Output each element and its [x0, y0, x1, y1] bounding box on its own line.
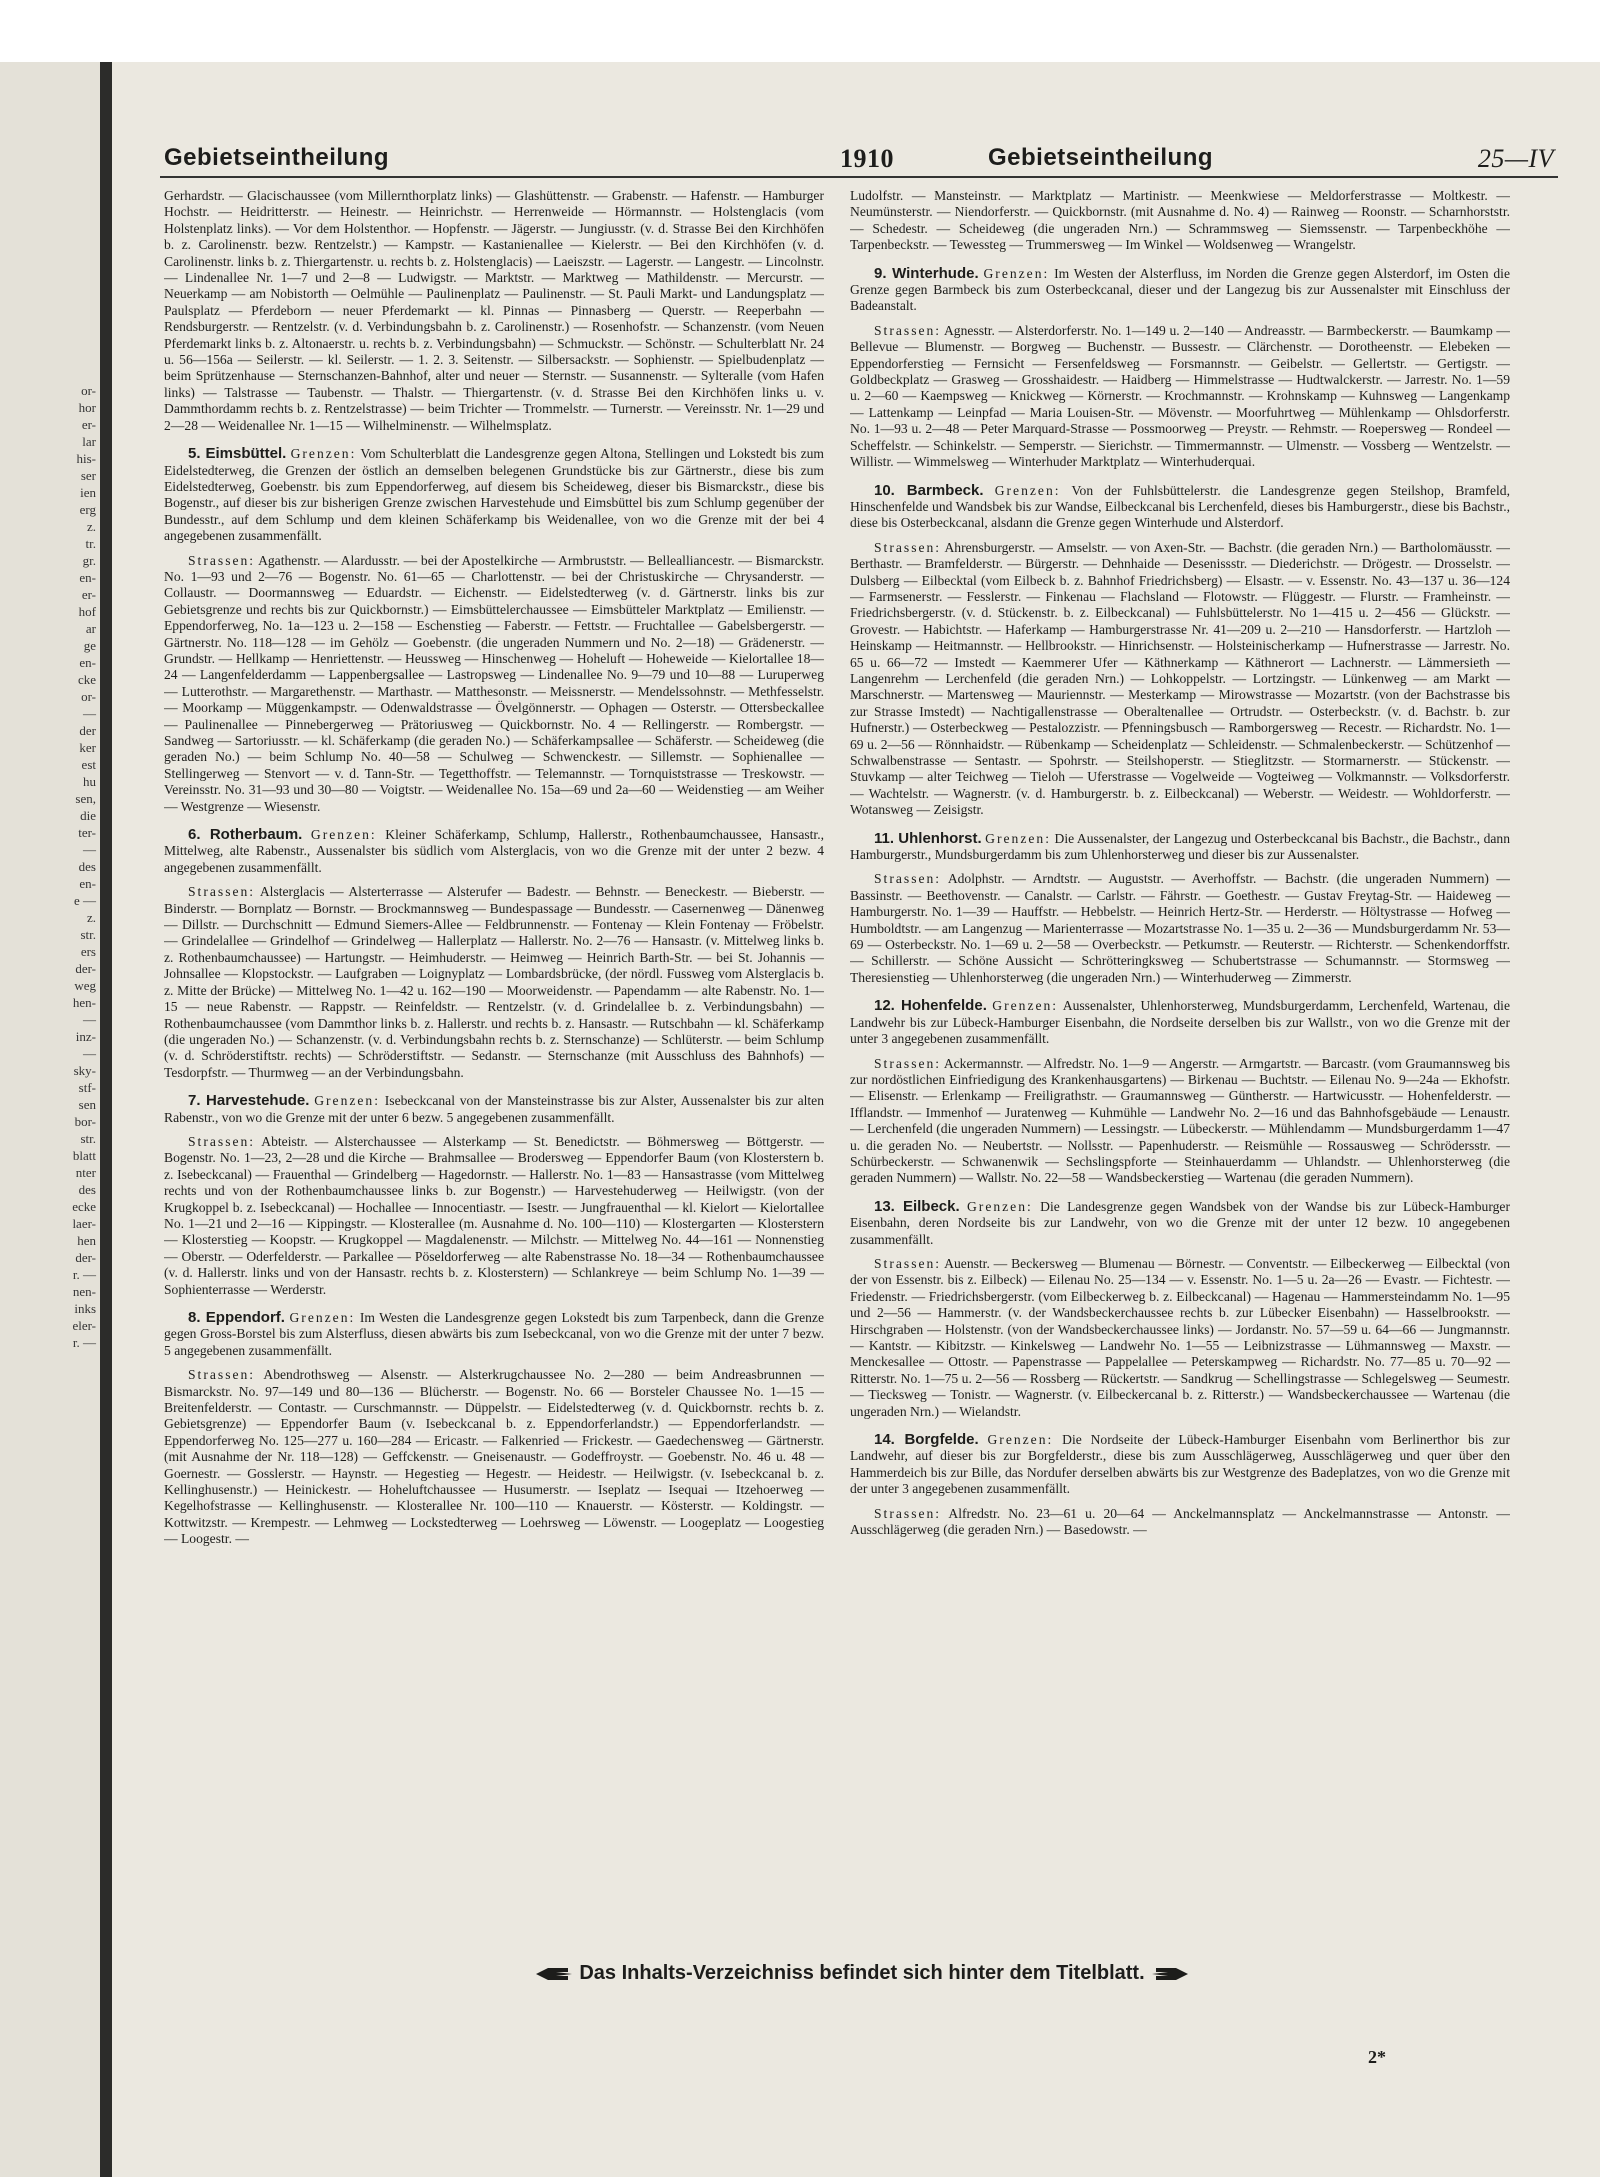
streets-list — [850, 540, 1510, 819]
district-borders — [850, 1432, 1510, 1498]
district-title: 6. Rotherbaum. — [188, 826, 303, 844]
district-section — [850, 1199, 1510, 1420]
fragment-line: er- — [81, 417, 96, 432]
fragment-line: r. — — [72, 1267, 96, 1282]
fragment-line: or- — [81, 689, 96, 704]
fragment-line: en- — [79, 876, 96, 891]
header-year: 1910 — [840, 144, 894, 173]
document-page — [112, 62, 1600, 2177]
district-borders — [164, 827, 824, 876]
page-number: 25—IV — [1477, 144, 1554, 173]
fragment-line: str. — [80, 1131, 96, 1146]
streets-text: Abendrothsweg — Alsenstr. — Alsterkrugchaussee No. 2—280 — beim Andreasbrunnen — Bismarckstr. No. 97—149 und 80—136 — Blücherstr. — Bogenstr. No. 66 — Borsteler Chaussee No. 1—15 — Breitenfelderstr. — Contastr. — Curschmannstr. — Düppelstr. — Eidelstedterweg (v. d. Quickbornstr. rechts b. z. Gebietsgrenze) — Eppendorfer Baum (v. Isebeckcanal b. z. Eppendorferlandstr.) — Eppendorferlandstr. — Eppendorferweg No. 125—277 u. 160—284 — Ericastr. — Falkenried — Frickestr. — Gaedechensweg — Gärtnerstr. (mit Ausnahme der Nr. 118—128) — Geffckenstr. — Gneisenaustr. — Godeffroystr. — Goebenstr. No. 46 u. 48 — Goernestr. — Gosslerstr. — Haynstr. — Hegestieg — Hegestr. — Heidestr. — Heilwigstr. (v. Isebeckcanal b. z. Kellinghusenstr.) — Heinickestr. — Hoheluftchaussee — Husumerstr. — Iseplatz — Isequai — Itzehoerweg — Kegelhofstrasse — Kellinghusenstr. — Klosterallee Nr. 100—110 — Knauerstr. — Kösterstr. — Koldingstr. — Kottwitzstr. — Krempestr. — Lehmweg — Lockstedterweg — Loehrsweg — Löwenstr. — Loogeplatz — Loogestieg — Loogestr. — — [164, 1367, 824, 1547]
borders-label: Grenzen: — [992, 998, 1059, 1014]
fragment-line: ser — [80, 468, 96, 483]
borders-text: Aussenalster, Uhlenhorsterweg, Mundsburgerdamm, Lerchenfeld, Wartenau, die Landwehr bis zur Lübeck-Hamburger Eisenbahn, die Nordseite derselben bis zur Wallstr., von wo die Grenze mit der unter 3 angegebenen zusammenfällt. — [850, 998, 1510, 1047]
fragment-line: sen, — [75, 791, 96, 806]
fragment-line: — — [83, 1012, 96, 1027]
fragment-line: inks — [74, 1301, 96, 1316]
streets-text: Auenstr. — Beckersweg — Blumenau — Börnestr. — Conventstr. — Eilbeckerweg — Eilbecktal (von der von Essenstr. bis z. Eilbeck) — Eilenau No. 25—134 — v. Essenstr. No. 1—5 u. 2a—26 — Evastr. — Fichtestr. — Friedenstr. — Friedrichsbergerstr. (vom Eilbeckerweg b. z. Eilbeckcanal) — Hagenau — Hammersteindamm No. 1—95 und 2—56 — Hammerstr. (v. der Wandsbeckerchaussee rechts b. zur Lübecker Eisenbahn) — Hasselbrookstr. — Hirschgraben — Holstenstr. (von der Wandsbeckerchaussee links) — Jordanstr. No. 57—59 u. 64—66 — Jungmannstr. — Kantstr. — Kibitzstr. — Kinkelsweg — Landwehr No. 1—55 — Leibnizstrasse — Lühmannsweg — Maxstr. — Menckesallee — Ottostr. — Papenstrasse — Pappelallee — Peterskampweg — Richardstr. No. 77—85 u. 70—92 — Ritterstr. No. 1—75 u. 2—56 — Rossberg — Rückertstr. — Sandkrug — Schellingstrasse — Schlegelsweg — Seumestr. — Tiecksweg — Tonistr. — Wagnerstr. (v. Eilbeckercanal b. z. Ritterstr.) — Wandsbeckerchaussee — Wartenau (die ungeraden Nrn.) — Wielandstr. — [850, 1255, 1510, 1419]
fragment-line: ien — [80, 485, 96, 500]
district-borders — [850, 1199, 1510, 1248]
borders-label: Grenzen: — [994, 482, 1061, 498]
pointing-hand-left-icon — [534, 1965, 574, 1983]
streets-label: Strassen: — [188, 884, 256, 900]
fragment-line: hu — [83, 774, 96, 789]
district-borders — [850, 831, 1510, 864]
footer-note — [432, 1962, 1292, 1992]
streets-text: Agathenstr. — Alardusstr. — bei der Apostelkirche — Armbruststr. — Bellealliancestr. — Bismarckstr. No. 1—93 und 2—76 — Bogenstr. No. 61—65 — Charlottenstr. — bei der Christuskirche — Chrysanderstr. — Collaustr. — Doormannsweg — Eduardstr. — Eichenstr. — Eidelstedterweg (v. d. Gärtnerstr. links bis zur Gebietsgrenze und rechts bis zur Quickbornstr.) — Eimsbüttelerchaussee — Eimsbütteler Marktplatz — Emilienstr. — Eppendorferweg, No. 1a—123 u. 2—158 — Eschenstieg — Faberstr. — Fettstr. — Fruchtallee — Gabelsbergerstr. — Gärtnerstr. No. 118—128 — im Gehölz — Goebenstr. (die ungeraden Nummern und No. 2—18) — Grädenerstr. — Grundstr. — Hellkamp — Henriettenstr. — Heussweg — Hinschenweg — Hoheluft — Hoheweide — Kielortallee 18—24 — Langenfelderdamm — Lappenbergsallee — Lastropsweg — Lindenallee No. 9—79 und 10—88 — Luruperweg — Lutterothstr. — Margarethenstr. — Marthastr. — Matthesonstr. — Meissnerstr. — Mendelssohnstr. — Methfesselstr. — Moorkamp — Müggenkampstr. — Odenwaldstrasse — Övelgönnerstr. — Ophagen — Osterstr. — Ottersbeckallee — Paulinenallee — Pinnebergerweg — Prätoriusweg — Quickbornstr. No. 4 — Rellingerstr. — Rombergstr. — Sandweg — Sartoriusstr. — kl. Schäferkamp (die geraden No.) — Schäferkampsallee — Schäferstr. — Scheideweg (die geraden No.) — beim Schlump No. 40—58 — Schulweg — Schwenckestr. — Sillemstr. — Sophienallee — Stellingerweg — Stenvort — v. d. Tann-Str. — Tegetthoffstr. — Telemannstr. — Tornquiststrasse — Treskowstr. — Vereinsstr. No. 31—93 und 30—80 — Voigtstr. — Weidenallee No. 15a—69 und 2a—60 — Weidenstieg — am Weiher — Westgrenze — Wiesenstr. — [164, 552, 824, 814]
fragment-line: — — [83, 842, 96, 857]
fragment-line: der — [79, 723, 96, 738]
fragment-line: weg — [74, 978, 96, 993]
fragment-line: der- — [75, 1250, 96, 1265]
streets-text: Alsterglacis — Alsterterrasse — Alsterufer — Badestr. — Behnstr. — Beneckestr. — Bieberstr. — Binderstr. — Bornplatz — Bornstr. — Brockmannsweg — Bundespassage — Bundesstr. — Casernenweg — Dänenweg — Dillstr. — Durchschnitt — Edmund Siemers-Allee — Feldbrunnenstr. — Fontenay — Klein Fontenay — Fröbelstr. — Grindelallee — Grindelhof — Grindelweg — Hallerplatz — Hallerstr. No. 2—76 — Hansastr. (v. Mittelweg links b. z. Rothenbaumchaussee) — Hartungstr. — Heimhuderstr. — Heimweg — Heinrich Barth-Str. — bei St. Johannis — Johnsallee — Klopstockstr. — Laufgraben — Loignyplatz — Lombardsbrücke, (der nördl. Fussweg vom Alsterglacis b. z. Mitte der Brücke) — Mittelweg No. 1—42 u. 162—190 — Moorweidenstr. — Papendamm — alte Rabenstr. No. 1—15 — neue Rabenstr. — Rappstr. — Reinfeldstr. — Rentzelstr. (v. d. Grindelallee b. z. Verbindungsbahn) — Rothenbaumchaussee (vom Dammthor links b. z. Hallerstr. und rechts b. z. Hansastr. — Rutschbahn — kl. Schäferkamp (die ungeraden No.) — Schanzenstr. (v. d. Verbindungsbahn rechts b. z. Sternschanze) — Schlüterstr. — beim Schlump (v. d. Schröderstiftstr. rechts) — Schröderstiftstr. — Sedanstr. — Sternschanze (mit Ausschluss des Bahnhofs) — Tesdorpfstr. — Thurmweg — an der Verbindungsbahn. — [164, 884, 824, 1080]
fragment-line: z. — [86, 910, 96, 925]
fragment-line: z. — [86, 519, 96, 534]
fragment-line: der- — [75, 961, 96, 976]
streets-label: Strassen: — [874, 871, 942, 887]
district-section — [164, 1310, 824, 1548]
fragment-line: — — [83, 1046, 96, 1061]
streets-list — [164, 553, 824, 816]
streets-text: Alfredstr. No. 23—61 u. 20—64 — Anckelmannsplatz — Anckelmannstrasse — Antonstr. — Ausschlägerweg (die geraden Nrn.) — Basedowstr. — — [850, 1505, 1510, 1538]
streets-label: Strassen: — [188, 1133, 256, 1149]
fragment-line: hen — [77, 1233, 96, 1248]
borders-text: Im Westen die Landesgrenze gegen Lokstedt bis zum Tarpenbeck, dann die Grenze gegen Gross-Borstel bis zum Alsterfluss, diesen abwärts bis zum Isebeckcanal, von wo die Grenze mit der unter 7 bezw. 5 angegebenen zusammenfällt. — [164, 1310, 824, 1358]
streets-label: Strassen: — [188, 552, 256, 568]
streets-label: Strassen: — [874, 1055, 942, 1071]
fragment-line: blatt — [72, 1148, 96, 1163]
fragment-line: bor- — [74, 1114, 96, 1129]
streets-text: Agnesstr. — Alsterdorferstr. No. 1—149 u. 2—140 — Andreasstr. — Barmbeckerstr. — Baumkamp — Bellevue — Blumenstr. — Borgweg — Buchenstr. — Bussestr. — Clärchenstr. — Dorotheenstr. — Elebeken — Eppendorferstieg — Fernsicht — Fersenfeldsweg — Forsmannstr. — Geibelstr. — Gellertstr. — Gertigstr. — Goldbeckplatz — Grasweg — Grosshaidestr. — Haidberg — Himmelstrasse — Hudtwalckerstr. — Jarrestr. No. 1—59 u. 2—60 — Kaempsweg — Knickweg — Körnerstr. — Krochmannstr. — Krohnskamp — Kuhnsweg — Langenkamp — Lattenkamp — Leinpfad — Maria Louisen-Str. — Mövenstr. — Moorfuhrtweg — Mühlenkamp — Ohlsdorferstr. No. 1—93 u. 2—48 — Peter Marquard-Strasse — Possmoorweg — Preystr. — Rehmstr. — Roepersweg — Rondeel — Scheffelstr. — Schinkelstr. — Semperstr. — Sierichstr. — Timmermannstr. — Ulmenstr. — Vossberg — Wentzelstr. — Willistr. — Wimmelsweg — Winterhuder Marktplatz — Winterhuderquai. — [850, 322, 1510, 470]
previous-page-fragments — [16, 382, 96, 1351]
fragment-line: inz- — [75, 1029, 96, 1044]
fragment-line: eler- — [72, 1318, 96, 1333]
fragment-line: hof — [78, 604, 96, 619]
fragment-line: ker — [79, 740, 96, 755]
left-column — [164, 188, 824, 1948]
district-title: 8. Eppendorf. — [188, 1309, 285, 1326]
borders-text: Die Aussenalster, der Langezug und Osterbeckcanal bis Bachstr., die Bachstr., dann Hamburgerstr., Mundsburgerdamm bis zum Uhlenhorsterweg und dieser bis zur Aussenalster. — [850, 830, 1510, 863]
header-left-title: Gebietseintheilung — [164, 144, 390, 171]
fragment-line: stf- — [78, 1080, 96, 1095]
streets-text: Abteistr. — Alsterchaussee — Alsterkamp — St. Benedictstr. — Böhmersweg — Böttgerstr. — Bogenstr. No. 1—23, 2—28 und die Kirche — Brahmsallee — Brodersweg — Eppendorfer Baum (von Klosterstern b. z. Isebeckcanal) — Frauenthal — Grindelberg — Hagedornstr. — Hallerstr. No. 1—83 — Hansastrasse (vom Mittelweg rechts und von der Rothenbaumchaussee links b. zur Bogenstr.) — Harvestehuderweg — Heilwigstr. (von der Krugkoppel b. z. Isebeckcanal) — Hochallee — Innocentiastr. — Isestr. — Jungfrauenthal — kl. Kielort — Kielortallee No. 1—21 und 2—16 — Kippingstr. — Klosterallee (m. Ausnahme d. No. 100—110) — Klostergarten — Klosterstern — Klosterstieg — Koopstr. — Krugkoppel — Magdalenenstr. — Milchstr. — Mittelweg No. 44—161 — Nonnenstieg — Oberstr. — Oderfelderstr. — Parkallee — Pöseldorferweg — alte Rabenstrasse No. 18—34 — Rothenbaumchaussee (v. d. Hallerstr. links und von der Hansastr. rechts b. z. Klosterstern) — Schlankreye — beim Schlump No. 1—39 — Sophienterrasse — Werderstr. — [164, 1133, 824, 1297]
district-section — [164, 1093, 824, 1298]
district-borders — [164, 446, 824, 544]
district-borders — [164, 1310, 824, 1359]
scan-top-margin — [0, 0, 1600, 62]
district-section — [850, 1432, 1510, 1538]
borders-label: Grenzen: — [314, 1093, 381, 1109]
streets-text: Ahrensburgerstr. — Amselstr. — von Axen-Str. — Bachstr. (die geraden Nrn.) — Bartholomäusstr. — Berthastr. — Bramfelderstr. — Bürgerstr. — Dehnhaide — Desenissstr. — Diederichstr. — Drögestr. — Drosselstr. — Dulsberg — Eilbecktal (vom Eilbeck b. z. Bahnhof Friedrichsberg) — Elsastr. — v. Essenstr. No. 43—137 u. 36—124 — Farmsenerstr. — Fesslerstr. — Finkenau — Flachsland — Flotowstr. — Flüggestr. — Flurstr. — Framheinstr. — Friedrichsbergerstr. (v. d. Stückenstr. b. z. Eilbeckcanal) — Fuhlsbüttelerstr. No 1—415 u. 2—456 — Glückstr. — Grovestr. — Habichtstr. — Haferkamp — Hamburgerstrasse Nr. 41—209 u. 2—210 — Hansdorferstr. — Hartzloh — Heinskamp — Heitmannstr. — Hellbrookstr. — Hinrichsenstr. — Holsteinischerkamp — Hufnerstrasse — Jarrestr. No. 65 u. 66—72 — Imstedt — Kaemmerer Ufer — Käthnerkamp — Käthnerort — Lachnerstr. — Lämmersieth — Langenrehm — Lerchenfeld (die geraden Nrn.) — Lohkoppelstr. — Lortzingstr. — Lünkenweg — am Markt — Marschnerstr. — Martensweg — Mauriennstr. — Mesterkamp — Mirowstrasse — Mozartstr. (von der Bachstrasse bis zur Strasse Imstedt) — Nachtigallenstrasse — Oberaltenallee — Ortrudstr. — Osterbeckstr. (v. d. Bachstr. b. zur Hufnerstr.) — Osterbeckweg — Pestalozzistr. — Pfenningsbusch — Ramborgersweg — Recestr. — Richardstr. No. 1—69 u. 2—56 — Rönnhaidstr. — Rübenkamp — Scheidenplatz — Schleidenstr. — Schmalenbeckerstr. — Schützenhof — Schwalbenstrasse — Sentastr. — Spohrstr. — Steilshoperstr. — Stieglitzstr. — Stormarnerstr. — Stückenstr. — Stuvkamp — alter Teichweg — Tieloh — Uferstrasse — Vogelweide — Vogteiweg — Volkmannstr. — Volksdorferstr. — Wachtelstr. — Wagnerstr. (v. d. Hamburgerstr. b. z. Eilbeckcanal) — Weberstr. — Weidestr. — Wohldorferstr. — Wotansweg — Zeisigstr. — [850, 539, 1510, 818]
streets-label: Strassen: — [874, 1255, 942, 1271]
district-title: 5. Eimsbüttel. — [188, 445, 287, 463]
pointing-hand-right-icon — [1150, 1965, 1190, 1983]
header-right-title: Gebietseintheilung — [988, 144, 1214, 171]
borders-label: Grenzen: — [289, 1310, 356, 1325]
fragment-line: sen — [78, 1097, 96, 1112]
borders-text: Im Westen der Alsterfluss, im Norden die Grenze gegen Alsterdorf, im Osten die Grenze gegen Barmbeck bis zum Osterbeckcanal, dieser und der Langezug bis zur Aussenalster mit Einschluss der Badeanstalt. — [850, 265, 1510, 314]
continuation-text: Gerhardstr. — Glacischaussee (vom Millernthorplatz links) — Glashüttenstr. — Grabenstr. — Hafenstr. — Hamburger Hochstr. — Heidritterstr. — Heinestr. — Heinrichstr. — Herrenweide — Hörmannstr. — Holstenglacis (vom Holstenplatz links). — Vor dem Holstenthor. — Hopfenstr. — Jägerstr. — Jungiusstr. (v. d. Strasse Bei den Kirchhöfen b. z. Carolinenstr. bezw. Rentzelstr.) — Kampstr. — Kastanienallee — Kielerstr. — Bei den Kirchhöfen (v. d. Carolinenstr. links b. z. Thiergartenstr. u. rechts b. z. Holstenglacis) — Laeiszstr. — Lagerstr. — Langestr. — Lincolnstr. — Lindenallee Nr. 1—7 und 2—8 — Ludwigstr. — Marktstr. — Marktweg — Mathildenstr. — Mercurstr. — Neuerkamp — am Nobistorth — Oelmühle — Paulinenplatz — Paulinenstr. — St. Pauli Markt- und Landungsplatz — Paulsplatz — Pferdeborn — neuer Pferdemarkt — kl. Pinnas — Pinnasberg — Querstr. — Reeperbahn — Rendsburgerstr. — Rentzelstr. (v. d. Verbindungsbahn b. z. Carolinenstr.) — Rosenhofstr. — Schanzenstr. (vom Neuen Pferdemarkt links b. z. Altonaerstr. u. rechts b. z. Verbindungsbahn) — Schmuckstr. — Schönstr. — Schulterblatt Nr. 24 u. 56—156a — Seilerstr. — kl. Seilerstr. — 1. 2. 3. Seitenstr. — Silbersackstr. — Sophienstr. — Spielbudenplatz — beim Sprützenhause — Sternschanzen-Bahnhof, alter und neuer — Sternstr. — Susannenstr. — Sylteralle (vom Hafen links) — Talstrasse — Taubenstr. — Thalstr. — Thiergartenstr. (v. d. Strasse Bei den Kirchhöfen links u. v. Dammthordamm rechts b. z. Rentzelstrasse) — beim Trichter — Trommelstr. — Turnerstr. — Vereinsstr. Nr. 1—29 und 2—28 — Weidenallee Nr. 1—15 — Wilhelminenstr. — Wilhelmsplatz. — [164, 188, 824, 433]
fragment-line: gr. — [82, 553, 96, 568]
fragment-line: des — [78, 1182, 96, 1197]
left-sections — [164, 446, 824, 1548]
district-title: 11. Uhlenhorst. — [874, 829, 982, 847]
right-continuation-text: Ludolfstr. — Mansteinstr. — Marktplatz — Martinistr. — Meenkwiese — Meldorferstrasse — Moltkestr. — Neumünsterstr. — Niendorferstr. — Quickbornstr. (mit Ausnahme d. No. 4) — Rainweg — Roonstr. — Scharnhorststr. — Schedestr. — Scheideweg (die ungeraden Nrn.) — Schrammsweg — Siemssenstr. — Tarpenbeckhöhe — Tarpenbeckstr. — Tewessteg — Trummersweg — Im Winkel — Woldsenweg — Wrangelstr. — [850, 188, 1510, 253]
previous-page-edge — [0, 62, 100, 2177]
district-section — [164, 446, 824, 815]
fragment-line: ecke — [72, 1199, 96, 1214]
streets-text: Adolphstr. — Arndtstr. — Auguststr. — Averhoffstr. — Bachstr. (die ungeraden Nummern) — Bassinstr. — Beethovenstr. — Canalstr. — Carlstr. — Fährstr. — Goethestr. — Gustav Freytag-Str. — Haideweg — Hamburgerstr. No. 1—39 — Hauffstr. — Hebbelstr. — Heinrich Hertz-Str. — Herderstr. — Höltystrasse — Hofweg — Humboldtstr. — am Langenzug — Marienterrasse — Mozartstrasse No. 1—35 u. 2—36 — Mundsburgerdamm Nr. 53—69 — Osterbeckstr. No. 1—69 u. 2—58 — Overbeckstr. — Petkumstr. — Reuterstr. — Richterstr. — Schenkendorffstr. — Schillerstr. — Schöne Aussicht — Schrötteringksweg — Schubertstrasse — Schumannstr. — Stormsweg — Theresienstieg — Uhlenhorsterweg (die ungeraden Nrn.) — Winterhuderweg — Zimmerstr. — [850, 871, 1510, 985]
streets-text: Ackermannstr. — Alfredstr. No. 1—9 — Angerstr. — Armgartstr. — Barcastr. (vom Graumannsweg bis zur nordöstlichen Einfriedigung des Krankenhausgartens) — Birkenau — Buchtstr. — Eilenau No. 9—24a — Ekhofstr. — Elisenstr. — Erlenkamp — Freiligrathstr. — Graumannsweg — Güntherstr. — Hartwicusstr. — Hohenfelderstr. — Ifflandstr. — Immenhof — Juratenweg — Kuhmühle — Landwehr No. 2—16 und das Bahnhofsgebäude — Lenaustr. — Lerchenfeld (die ungeraden Nummern) — Lessingstr. — Lübeckerstr. — Mühlendamm — Mundsburgerdamm 1—47 u. die geraden No. — Neubertstr. — Nollsstr. — Papenhuderstr. — Reismühle — Rossausweg — Schrödersstr. — Schürbeckerstr. — Schwanenwik — Sechslingspforte — Steinhauerdamm — Uhlandstr. — Uhlenhorsterweg (die geraden Nummern) — Wallstr. No. 22—58 — Wandsbeckerstieg — Wartenau (die geraden Nummern). — [850, 1055, 1510, 1186]
borders-label: Grenzen: — [987, 1432, 1054, 1448]
fragment-line: en- — [79, 570, 96, 585]
borders-label: Grenzen: — [290, 446, 357, 462]
fragment-line: er- — [81, 587, 96, 602]
district-borders — [850, 483, 1510, 532]
fragment-line: est — [81, 757, 96, 772]
district-section — [850, 266, 1510, 471]
fragment-line: r. — — [72, 1335, 96, 1350]
district-title: 14. Borgfelde. — [874, 1431, 979, 1449]
right-sections — [850, 266, 1510, 1539]
right-column — [850, 188, 1510, 1948]
printer-signature: 2* — [1368, 2047, 1386, 2067]
fragment-line: lar — [82, 434, 96, 449]
fragment-line: tr. — [85, 536, 96, 551]
fragment-line: erg — [79, 502, 96, 517]
district-title: 7. Harvestehude. — [188, 1092, 310, 1110]
district-borders — [164, 1093, 824, 1126]
district-borders — [850, 998, 1510, 1047]
streets-label: Strassen: — [874, 322, 942, 338]
borders-label: Grenzen: — [310, 827, 377, 843]
borders-text: Isebeckcanal von der Mansteinstrasse bis zur Alster, Aussenalster bis zur alten Rabenstr., von wo die Grenze mit der unter 6 bezw. 5 angegebenen zusammenfällt. — [164, 1093, 824, 1125]
fragment-line: — — [83, 706, 96, 721]
district-title: 9. Winterhude. — [874, 264, 979, 282]
streets-list — [850, 1506, 1510, 1539]
running-header — [160, 142, 1558, 178]
streets-label: Strassen: — [874, 1505, 942, 1521]
borders-label: Grenzen: — [983, 265, 1050, 281]
fragment-line: ter- — [78, 825, 96, 840]
streets-list — [850, 1056, 1510, 1187]
streets-label: Strassen: — [188, 1367, 256, 1383]
district-section — [850, 831, 1510, 987]
district-section — [164, 827, 824, 1081]
borders-label: Grenzen: — [966, 1198, 1033, 1214]
borders-label: Grenzen: — [985, 830, 1051, 846]
fragment-line: ge — [83, 638, 96, 653]
district-section — [850, 483, 1510, 819]
borders-text: Die Landesgrenze gegen Wandsbek von der Wandse bis zur Lübeck-Hamburger Eisenbahn, deren Nordseite bis zur Landwehr, von wo die Grenze mit der unter 12 bezw. 10 angegebenen zusammenfällt. — [850, 1198, 1510, 1247]
fragment-line: hor — [78, 400, 96, 415]
fragment-line: cke — [77, 672, 96, 687]
streets-list — [850, 1256, 1510, 1420]
district-title: 12. Hohenfelde. — [874, 997, 987, 1015]
fragment-line: ers — [80, 944, 96, 959]
footer-text: Das Inhalts-Verzeichniss befindet sich hinter dem Titelblatt. — [579, 1962, 1145, 1984]
district-title: 13. Eilbeck. — [874, 1197, 960, 1215]
district-borders — [850, 266, 1510, 315]
fragment-line: hen- — [72, 995, 96, 1010]
district-title: 10. Barmbeck. — [874, 481, 984, 499]
streets-list — [850, 871, 1510, 986]
fragment-line: e — — [73, 893, 96, 908]
fragment-line: des — [78, 859, 96, 874]
fragment-line: die — [80, 808, 96, 823]
borders-text: Vom Schulterblatt die Landesgrenze gegen Altona, Stellingen und Lokstedt bis zum Eidelstedterweg, die Grenzen der östlich an demselben belegenen Grundstücke bis zur Gärtnerstr., diese bis zum Eidelstedterweg, Goebenstr. bis zum Eppendorferweg, auf diesem bis Scheideweg, dieser bis Bismarckstr., diese bis Bogenstr., auf dieser bis zur bisherigen Grenze zwischen Harvestehude und Eimsbüttel bis zum Schlump gegenüber der Bundesstr., auf dem Schlump und dem kleinen Schäferkamp bis Weidenallee, von wo die Grenze mit der bei 4 angegebenen zusammenfällt. — [164, 446, 824, 544]
fragment-line: nter — [75, 1165, 96, 1180]
borders-text: Von der Fuhlsbüttelerstr. die Landesgrenze gegen Steilshop, Bramfeld, Hinschenfelde und Wandsbek bis zur Wandse, Eilbeckcanal bis Lerchenfeld, dieses bis Hamburgerstr., diese bis Bachstr., diese bis Osterbeckcanal, alsdann die Grenze gegen Winterhude und Alsterdorf. — [850, 482, 1510, 531]
book-gutter — [100, 62, 112, 2177]
district-section — [850, 998, 1510, 1186]
streets-list — [164, 1367, 824, 1547]
streets-label: Strassen: — [874, 539, 942, 555]
fragment-line: en- — [79, 655, 96, 670]
fragment-line: laer- — [72, 1216, 96, 1231]
fragment-line: nen- — [72, 1284, 96, 1299]
fragment-line: or- — [81, 383, 96, 398]
streets-list — [164, 1134, 824, 1298]
fragment-line: ar — [85, 621, 96, 636]
fragment-line: str. — [80, 927, 96, 942]
fragment-line: sky- — [73, 1063, 96, 1078]
borders-text: Kleiner Schäferkamp, Schlump, Hallerstr., Rothenbaumchaussee, Hansastr., Mittelweg, alte Rabenstr., Aussenalster bis südlich vom Alsterglacis, von wo die Grenze mit der unter 2 bezw. 4 angegebenen zusammenfällt. — [164, 827, 824, 875]
fragment-line: his- — [76, 451, 96, 466]
borders-text: Die Nordseite der Lübeck-Hamburger Eisenbahn vom Berlinerthor bis zur Landwehr, auf dieser bis zur Borgfelderstr., diese bis zum Ausschlägerweg, Ausschlägerweg und quer über den Hammerdeich bis zur Bille, das Nordufer derselben abwärts bis zur Westgrenze des Badeplatzes, von wo die Grenze mit der unter 3 angegebenen zusammenfällt. — [850, 1432, 1510, 1497]
streets-list — [164, 884, 824, 1081]
streets-list — [850, 323, 1510, 471]
